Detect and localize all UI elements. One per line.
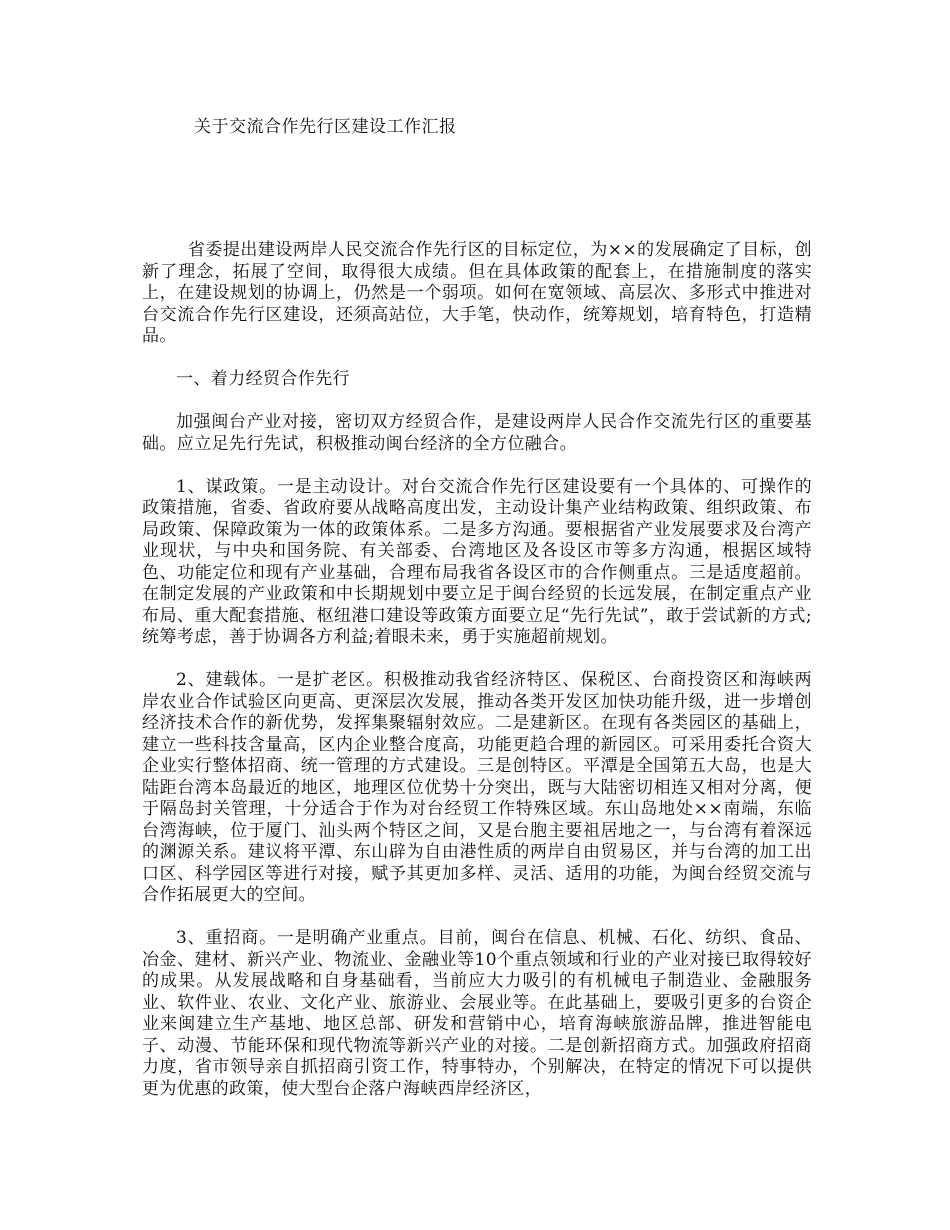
document-title: 关于交流合作先行区建设工作汇报 (194, 117, 457, 137)
item-2-paragraph: 2、建载体。一是扩老区。积极推动我省经济特区、保税区、台商投资区和海峡两岸农业合作试验区向更高、更深层次发展，推动各类开发区加快功能升级，进一步增创经济技术合作的新优势，发挥集聚辐射效应。二是建新区。在现有各类园区的基础上，建立一些科技含量高，区内企业整合度高，功能更趋合理的新园区。可采用委托合资大企业实行整体招商、统一管理的方式建设。三是创特区。平潭是全国第五大岛，也是大陆距台湾本岛最近的地区，地理区位优势十分突出，既与大陆密切相连又相对分离，便于隔岛封关管理，十分适合于作为对台经贸工作特殊区域。东山岛地处××南端，东临台湾海峡，位于厦门、汕头两个特区之间，又是台胞主要祖居地之一，与台湾有着深远的渊源关系。建议将平潭、东山辟为自由港性质的两岸自由贸易区，并与台湾的加工出口区、科学园区等进行对接，赋予其更加多样、灵活、适用的功能，为闽台经贸交流与合作拓展更大的空间。 (142, 670, 812, 905)
item-3-paragraph: 3、重招商。一是明确产业重点。目前，闽台在信息、机械、石化、纺织、食品、冶金、建材、新兴产业、物流业、金融业等10个重点领域和行业的产业对接已取得较好的成果。从发展战略和自身基础看，当前应大力吸引的有机械电子制造业、金融服务业、软件业、农业、文化产业、旅游业、会展业等。在此基础上，要吸引更多的台资企业来闽建立生产基地、地区总部、研发和营销中心，培育海峡旅游品牌，推进智能电子、动漫、节能环保和现代物流等新兴产业的对接。二是创新招商方式。加强政府招商力度，省市领导亲自抓招商引资工作，特事特办，个别解决，在特定的情况下可以提供更为优惠的政策，使大型台企落户海峡西岸经济区， (142, 928, 812, 1099)
section-heading-1: 一、着力经贸合作先行 (176, 369, 350, 389)
intro-paragraph: 省委提出建设两岸人民交流合作先行区的目标定位，为××的发展确定了目标，创新了理念，拓展了空间，取得很大成绩。但在具体政策的配套上，在措施制度的落实上，在建设规划的协调上，仍然是一个弱项。如何在宽领域、高层次、多形式中推进对台交流合作先行区建设，还须高站位，大手笔，快动作，统筹规划，培育特色，打造精品。 (142, 240, 812, 346)
section-1-intro-paragraph: 加强闽台产业对接，密切双方经贸合作，是建设两岸人民合作交流先行区的重要基础。应立足先行先试，积极推动闽台经济的全方位融合。 (142, 412, 812, 454)
item-1-paragraph: 1、谋政策。一是主动设计。对台交流合作先行区建设要有一个具体的、可操作的政策措施，省委、省政府要从战略高度出发，主动设计集产业结构政策、组织政策、布局政策、保障政策为一体的政策体系。二是多方沟通。要根据省产业发展要求及台湾产业现状，与中央和国务院、有关部委、台湾地区及各设区市等多方沟通，根据区域特色、功能定位和现有产业基础，合理布局我省各设区市的合作侧重点。三是适度超前。在制定发展的产业政策和中长期规划中要立足于闽台经贸的长远发展，在制定重点产业布局、重大配套措施、枢纽港口建设等政策方面要立足“先行先试”，敢于尝试新的方式;统筹考虑，善于协调各方利益;着眼未来，勇于实施超前规划。 (142, 476, 812, 647)
document-body (142, 240, 812, 1122)
